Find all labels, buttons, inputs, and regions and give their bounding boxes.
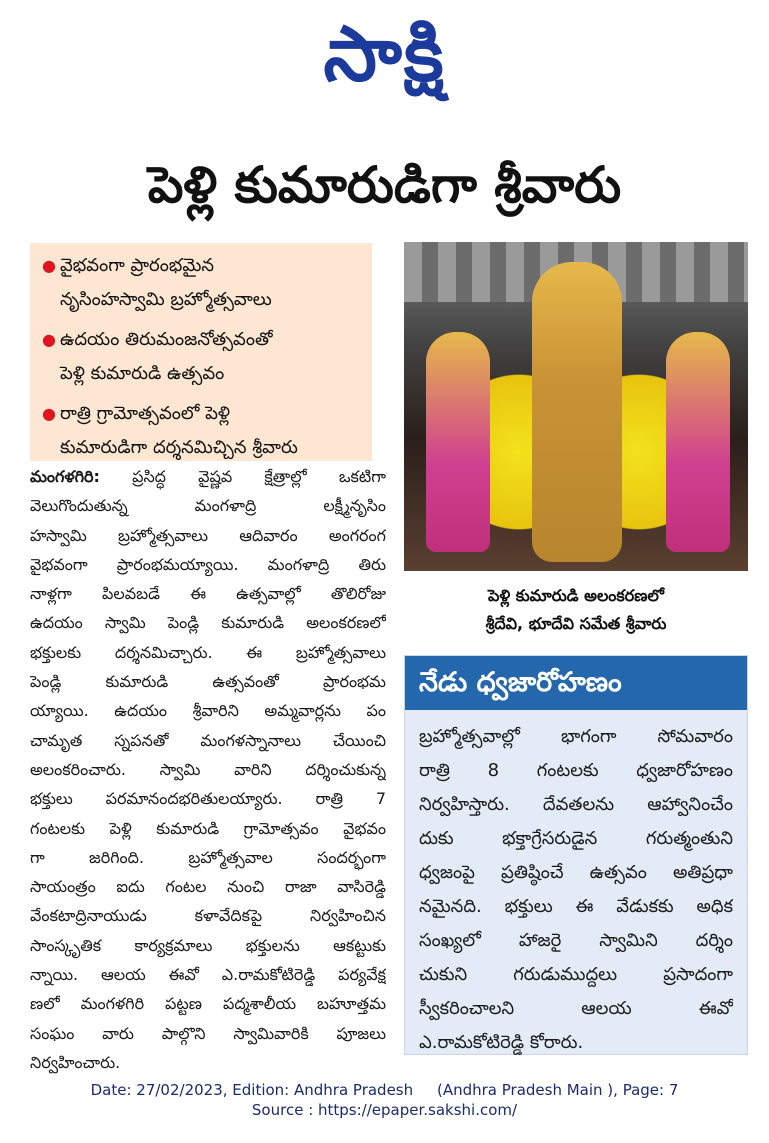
article-line: ణలో మంగళగిరి పట్టణ పద్మశాలీయ బహూత్తమ bbox=[30, 994, 386, 1014]
article-line: గంటలకు పెళ్లి కుమారుడి గ్రామోత్సవం వైభవం bbox=[30, 818, 386, 838]
highlight-line: పెళ్లి కుమారుడి ఉత్సవం bbox=[60, 363, 225, 384]
highlight-line: కుమారుడిగా దర్శనమిచ్చిన శ్రీవారు bbox=[60, 437, 298, 458]
highlight-item bbox=[42, 249, 360, 317]
footer-source-line: Source : https://epaper.sakshi.com/ bbox=[251, 1101, 518, 1119]
epaper-footer bbox=[0, 1080, 769, 1120]
article-line: ఉదయం స్వామి పెండ్లి కుమారుడి అలంకరణలో bbox=[30, 613, 386, 633]
highlight-item bbox=[42, 323, 360, 391]
highlight-item bbox=[42, 397, 360, 465]
highlight-line: ఉదయం తిరుమంజనోత్సవంతో bbox=[59, 329, 273, 350]
newspaper-logo: సాక్షి bbox=[323, 9, 446, 98]
bullet-icon: ● bbox=[42, 404, 56, 423]
article-line: న్నాయి. ఆలయ ఈవో ఎ.రామకోటిరెడ్డి పర్యవేక్ష bbox=[30, 965, 386, 985]
sidebar-line: రాత్రి 8 గంటలకు ధ్వజారోహణం bbox=[419, 760, 733, 781]
article-line: య్యాయి. ఉదయం శ్రీవారిని అమ్మవార్లను పం bbox=[30, 701, 386, 721]
sidebar-box-body bbox=[405, 710, 747, 1060]
article-body bbox=[30, 462, 386, 1077]
article-line: భక్తులు పరమానందభరితులయ్యారు. రాత్రి 7 bbox=[30, 789, 386, 809]
sidebar-line: ఎ.రామకోటిరెడ్డి కోరారు. bbox=[419, 1032, 584, 1053]
sidebar-line: చుకుని గరుడుముద్దలు ప్రసాదంగా bbox=[419, 964, 733, 985]
sidebar-line: ధ్వజంపై ప్రతిష్ఠించే ఉత్సవం అతిప్రధా bbox=[419, 862, 733, 883]
caption-line: శ్రీదేవి, భూదేవి సమేత శ్రీవారు bbox=[485, 614, 667, 633]
bhudevi-idol-shape bbox=[666, 332, 730, 552]
sidebar-line: నమైనది. భక్తులు ఈ వేడుకకు అధిక bbox=[419, 896, 733, 917]
sidebar-line: స్వీకరించాలని ఆలయ ఈవో bbox=[419, 998, 733, 1019]
sidebar-box bbox=[404, 655, 748, 1055]
article-line: సాంస్కృతిక కార్యక్రమాలు భక్తులను ఆకట్టుకు bbox=[30, 935, 386, 955]
article-line: వైభవంగా ప్రారంభమయ్యాయి. మంగళాద్రి తిరు bbox=[30, 554, 386, 574]
bullet-icon: ● bbox=[42, 330, 56, 349]
caption-line: పెళ్లి కుమారుడి అలంకరణలో bbox=[488, 586, 664, 605]
photo-caption bbox=[404, 582, 748, 638]
article-line: పెండ్లి కుమారుడి ఉత్సవంతో ప్రారంభమ bbox=[30, 672, 386, 692]
highlight-line: నృసింహస్వామి బ్రహ్మోత్సవాలు bbox=[60, 289, 272, 310]
bullet-icon: ● bbox=[42, 256, 56, 275]
sidebar-line: దుకు భక్తాగ్రేసరుడైన గరుత్మంతుని bbox=[419, 828, 733, 849]
article-line: నిర్వహించారు. bbox=[30, 1052, 121, 1072]
article-line: చామృత స్నపనతో మంగళస్నానాలు చేయించి bbox=[30, 730, 386, 750]
sidebar-line: సంఖ్యలో హాజరై స్వామిని దర్శిం bbox=[419, 930, 733, 951]
sidebar-box-title: నేడు ధ్వజారోహణం bbox=[405, 656, 747, 710]
article-line: వెలుగొందుతున్న మంగళాద్రి లక్ష్మీనృసిం bbox=[30, 496, 386, 516]
article-line: సంఘం వారు పాల్గొని స్వామివారికి పూజలు bbox=[30, 1023, 386, 1043]
article-line: భక్తులకు దర్శనమిచ్చారు. ఈ బ్రహ్మోత్సవాలు bbox=[30, 642, 386, 662]
article-line: గా జరిగింది. బ్రహ్మోత్సవాల సందర్భంగా bbox=[30, 847, 386, 867]
main-idol-shape bbox=[532, 262, 622, 562]
highlights-box bbox=[30, 243, 372, 461]
sidebar-line: బ్రహ్మోత్సవాల్లో భాగంగా సోమవారం bbox=[419, 726, 733, 747]
article-line: నాళ్లగా పిలవబడే ఈ ఉత్సవాల్లో తొలిరోజు bbox=[30, 584, 386, 604]
sridevi-idol-shape bbox=[426, 332, 490, 552]
article-line: సాయంత్రం ఐదు గంటల నుంచి రాజా వాసిరెడ్డి bbox=[30, 877, 386, 897]
sidebar-line: నిర్వహిస్తారు. దేవతలను ఆహ్వానించేం bbox=[419, 794, 733, 815]
highlight-line: రాత్రి గ్రామోత్సవంలో పెళ్లి bbox=[59, 403, 231, 424]
article-line: హస్వామి బ్రహ్మోత్సవాలు ఆదివారం అంగరంగ bbox=[30, 525, 386, 545]
headline: పెళ్లి కుమారుడిగా శ్రీవారు bbox=[147, 156, 622, 214]
article-line: వేంకటాద్రినాయుడు కళావేదికపై నిర్వహించిన bbox=[30, 906, 386, 926]
article-line: మంగళగిరి: ప్రసిద్ధ వైష్ణవ క్షేత్రాల్లో ఒకటిగా bbox=[30, 467, 386, 486]
deity-photo bbox=[404, 242, 748, 571]
footer-date-line: Date: 27/02/2023, Edition: Andhra Pradesh (Andhra Pradesh Main ), Page: 7 bbox=[90, 1081, 679, 1099]
dateline: మంగళగిరి: bbox=[30, 467, 100, 486]
highlight-line: వైభవంగా ప్రారంభమైన bbox=[59, 255, 215, 276]
article-line: అలంకరించారు. స్వామి వారిని దర్శించుకున్న bbox=[30, 759, 386, 779]
